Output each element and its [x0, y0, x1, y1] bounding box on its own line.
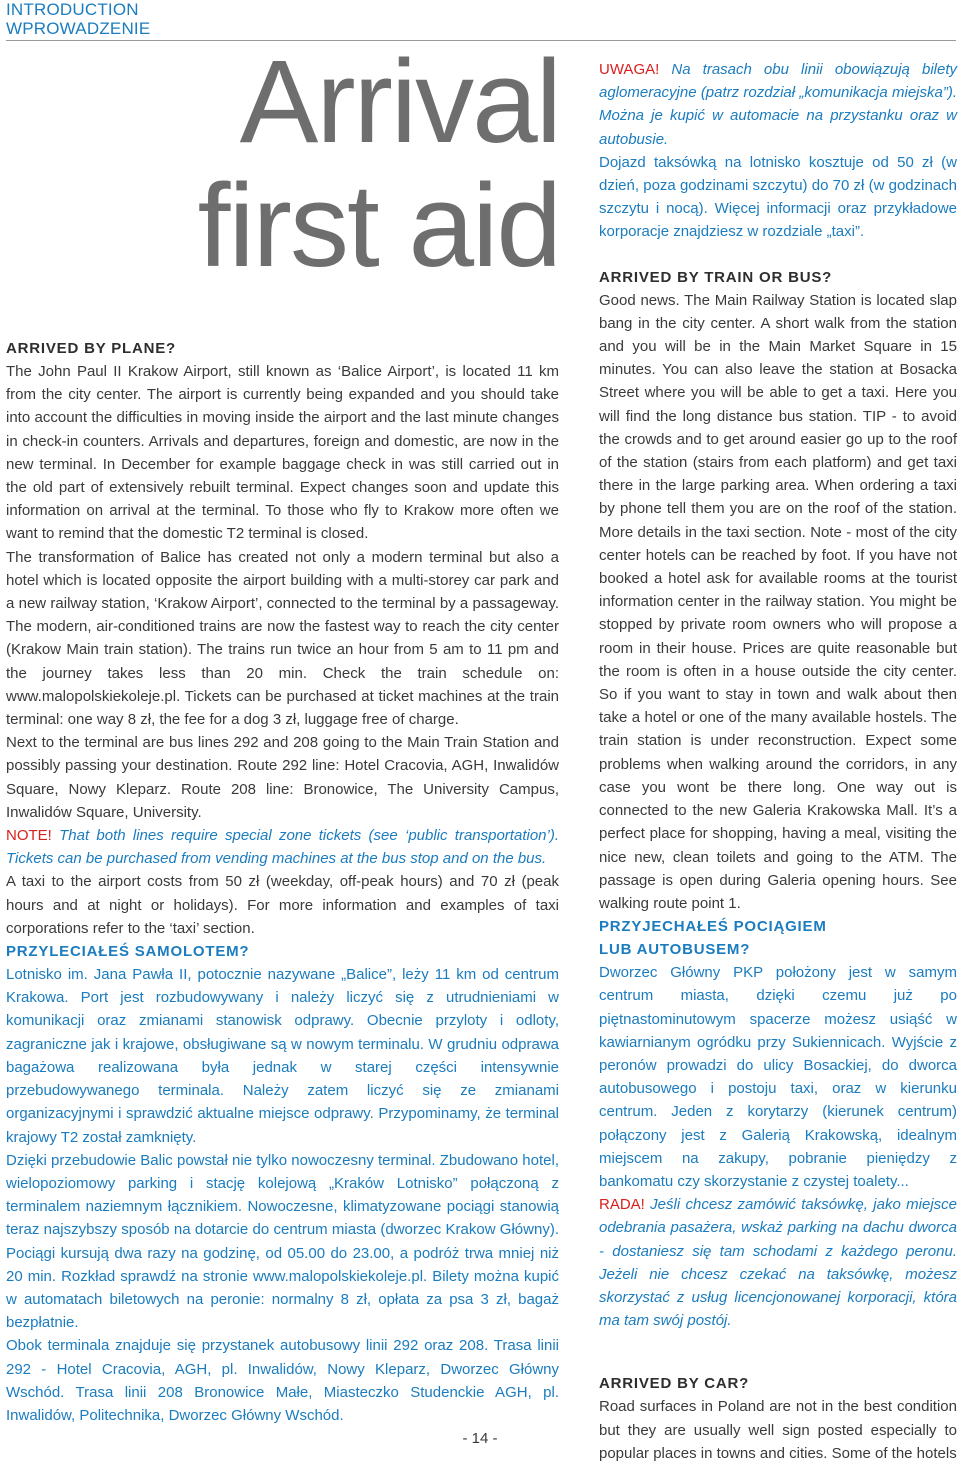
- plane-note: [6, 824, 559, 870]
- pl-plane-paragraph-2: Dzięki przebudowie Balic powstał nie tylko nowoczesny terminal. Zbudowano hotel, wielopoziomowy parking i stację kolejową „Kraków Lotnisko” połączoną z terminalem naziemnym łącznikiem. Nowoczesne, klimatyzowane pociągi stanowią teraz najszybszy sposób na dotarcie do centrum miasta (dworzec Krakow Główny). Pociągi kursują dwa razy na godzinę, od 05.00 do 23.00, a podróż trwa mniej niż 20 min. Rozkład sprawdź na stronie www.malopolskiekoleje.pl. Bilety można kupić w automatach biletowych na peronie: normalny 8 zł, opłata za psa 3 zł, bagaż bezpłatnie.: [6, 1151, 559, 1332]
- pl-plane-paragraph-3: Obok terminala znajduje się przystanek autobusowy linii 292 oraz 208. Trasa linii 292 - Hotel Cracovia, AGH, pl. Inwalidów, Nowy Kleparz, Dworzec Główny Wschód. Trasa linii 208 Bronowice Małe, Miasteczko Studenckie AGH, pl. Inwalidów, Politechnika, Dworzec Główny Wschód.: [6, 1337, 559, 1424]
- plane-paragraph-2: The transformation of Balice has created not only a modern terminal but also a hotel which is located opposite the airport building with a multi-storey car park and a new railway station, ‘Krakow Airport’, connected to the terminal by a passageway. The modern, air-conditioned trains are now the fastest way to reach the city center (Krakow Main train station). The trains run twice an hour from 5 am to 11 pm and the journey takes less than 20 min. Check the train schedule on: www.malopolskiekoleje.pl. Tickets can be purchased at ticket machines at the train terminal: one way 8 zł, the fee for a dog 3 zł, luggage free of charge.: [6, 548, 559, 729]
- train-paragraph-1: Good news. The Main Railway Station is located slap bang in the city center. A short walk from the station and you will be in the Main Market Square in 15 minutes. You can also leave the station at Bosacka Street where you will be able to get a taxi. Here you will find the long distance bus station. TIP - to avoid the crowds and to get around easier go up to the roof of the station (stairs from each platform) and get taxi there in the large parking area. When ordering a taxi by phone tell them you are on the roof of the station. More details in the taxi section. Note - most of the city center hotels can be reached by foot. If you have not booked a hotel ask for available rooms at the tourist information center in the railway station. You might be stopped by private room owners who will propose a room in their house. Prices are quite reasonable but the room is often in a house outside the city center. So if you want to stay in town and walk about then take a hotel or one of the many available hostels. The train station is under reconstruction. Expect some problems when walking around the corridors, in any case you wont be there long. One way out is connected to the new Galeria Krakowska Mall. It’s a perfect place for shopping, having a meal, visiting the nice new, clean toilets and going to the ATM. The passage is open during Galeria opening hours. See walking route point 1.: [599, 291, 957, 912]
- page-number: - 14 -: [462, 1430, 498, 1447]
- rada-label: RADA!: [599, 1196, 645, 1214]
- uwaga-label: UWAGA!: [599, 61, 660, 78]
- uwaga-text: Na trasach obu linii obowiązują bilety aglomeracyjne (patrz rozdział „komunikacja miejska”). Można je kupić w automacie na przystanku oraz w autobusie.: [599, 61, 957, 148]
- plane-paragraph-3: Next to the terminal are bus lines 292 and 208 going to the Main Train Station and possibly passing your destination. Route 292 line: Hotel Cracovia, AGH, Inwalidów Square, Nowy Kleparz. Route 208 line: Bronowice, The University Campus, Inwalidów Square, University.: [6, 734, 559, 821]
- rada-text: Jeśli chcesz zamówić taksówkę, jako miejsce odebrania pasażera, wskaż parking na dachu dworca - dostaniesz się tam schodami z każdego peronu. Jeżeli nie chcesz czekać na taksówkę, możesz skorzystać z usług licencjonowanej korporacji, która ma tam swój postój.: [599, 1196, 957, 1330]
- heading-arrived-by-plane: ARRIVED BY PLANE?: [6, 340, 177, 357]
- page-title-line-1: Arrival: [239, 36, 560, 168]
- heading-arrived-by-train: ARRIVED BY TRAIN OR BUS?: [599, 268, 833, 286]
- plane-paragraph-1: The John Paul II Krakow Airport, still known as ‘Balice Airport’, is located 11 km from the city center. The airport is currently being expanded and you should take into account the difficulties in moving inside the airport and the last minute changes in check-in counters. Arrivals and departures, foreign and domestic, are now in the new terminal. In December for example baggage check in was still carried out in the old part of extensively rebuilt terminal. Expect changes soon and update this information on arrival at the terminal. To those who fly to Krakow more often we want to remind that the domestic T2 terminal is closed.: [6, 363, 559, 543]
- heading-arrived-by-car: ARRIVED BY CAR?: [599, 1375, 750, 1393]
- note-text: That both lines require special zone tickets (see ‘public transportation’). Tickets can be purchased from vending machines at the bus stop and on the bus.: [6, 827, 559, 868]
- spacer: [599, 244, 957, 266]
- page-title: [160, 36, 560, 292]
- page-title-line-2: first aid: [197, 160, 560, 292]
- note-label: NOTE!: [6, 827, 52, 845]
- section-label-en: INTRODUCTION: [6, 0, 139, 19]
- page-header: [6, 0, 956, 38]
- uwaga-paragraph-2: Dojazd taksówką na lotnisko kosztuje od 50 zł (w dzień, poza godzinami szczytu) do 70 zł (w godzinach szczytu i nocą). Więcej informacji oraz przykładowe korporacje znajdziesz w rozdziale „taxi”.: [599, 153, 957, 241]
- section-label-pl: WPROWADZENIE: [6, 19, 151, 38]
- right-column: [599, 58, 957, 1465]
- heading-przyjechales-line-1: PRZYJECHAŁEŚ POCIĄGIEM: [599, 918, 827, 936]
- plane-paragraph-4: A taxi to the airport costs from 50 zł (weekday, off-peak hours) and 70 zł (peak hours and at night or holidays). For more information and examples of taxi corporations refer to the ‘taxi’ section.: [6, 873, 559, 937]
- pl-plane-paragraph-1: Lotnisko im. Jana Pawła II, potocznie nazywane „Balice”, leży 11 km od centrum Krakowa. Port jest rozbudowywany i należy liczyć się z utrudnieniami w komunikacji oraz zmianami stanowisk odprawy. Obecnie przyloty i odloty, zagraniczne jak i krajowe, obsługiwane są w nowym terminalu. W grudniu odprawa bagażowa realizowana była jednak w starej części intensywnie przebudowywanego terminala. Należy zatem liczyć się ze zmianami organizacyjnymi i sprawdzić aktualne miejsce odprawy. Przypominamy, że terminal krajowy T2 został zamknięty.: [6, 966, 559, 1146]
- uwaga-note: [599, 58, 957, 151]
- pl-train-paragraph-1: Dworzec Główny PKP położony jest w samym centrum miasta, dzięki czemu już po piętnastominutowym spacerze możesz usiąść w kawiarnianym ogródku przy Sukiennicach. Wyjście z peronów prowadzi do ulicy Bosackiej, do dworca autobusowego i postoju taxi, oraz w kierunku centrum. Jeden z korytarzy (kierunek centrum) połączony jest z Galerią Krakowską, idealnym miejscem na zakupy, pobranie pieniędzy z bankomatu czy skorzystanie z czystej toalety...: [599, 964, 957, 1190]
- heading-przyleciales-samolotem: PRZYLECIAŁEŚ SAMOLOTEM?: [6, 943, 250, 961]
- rada-note: [599, 1193, 957, 1332]
- car-paragraph-1: Road surfaces in Poland are not in the best condition but they are usually well sign posted especially to popular places in towns and cities. Some of the hotels: [599, 1398, 957, 1462]
- spacer: [599, 1332, 957, 1372]
- heading-przyjechales-line-2: LUB AUTOBUSEM?: [599, 941, 751, 959]
- left-column: [6, 337, 559, 1427]
